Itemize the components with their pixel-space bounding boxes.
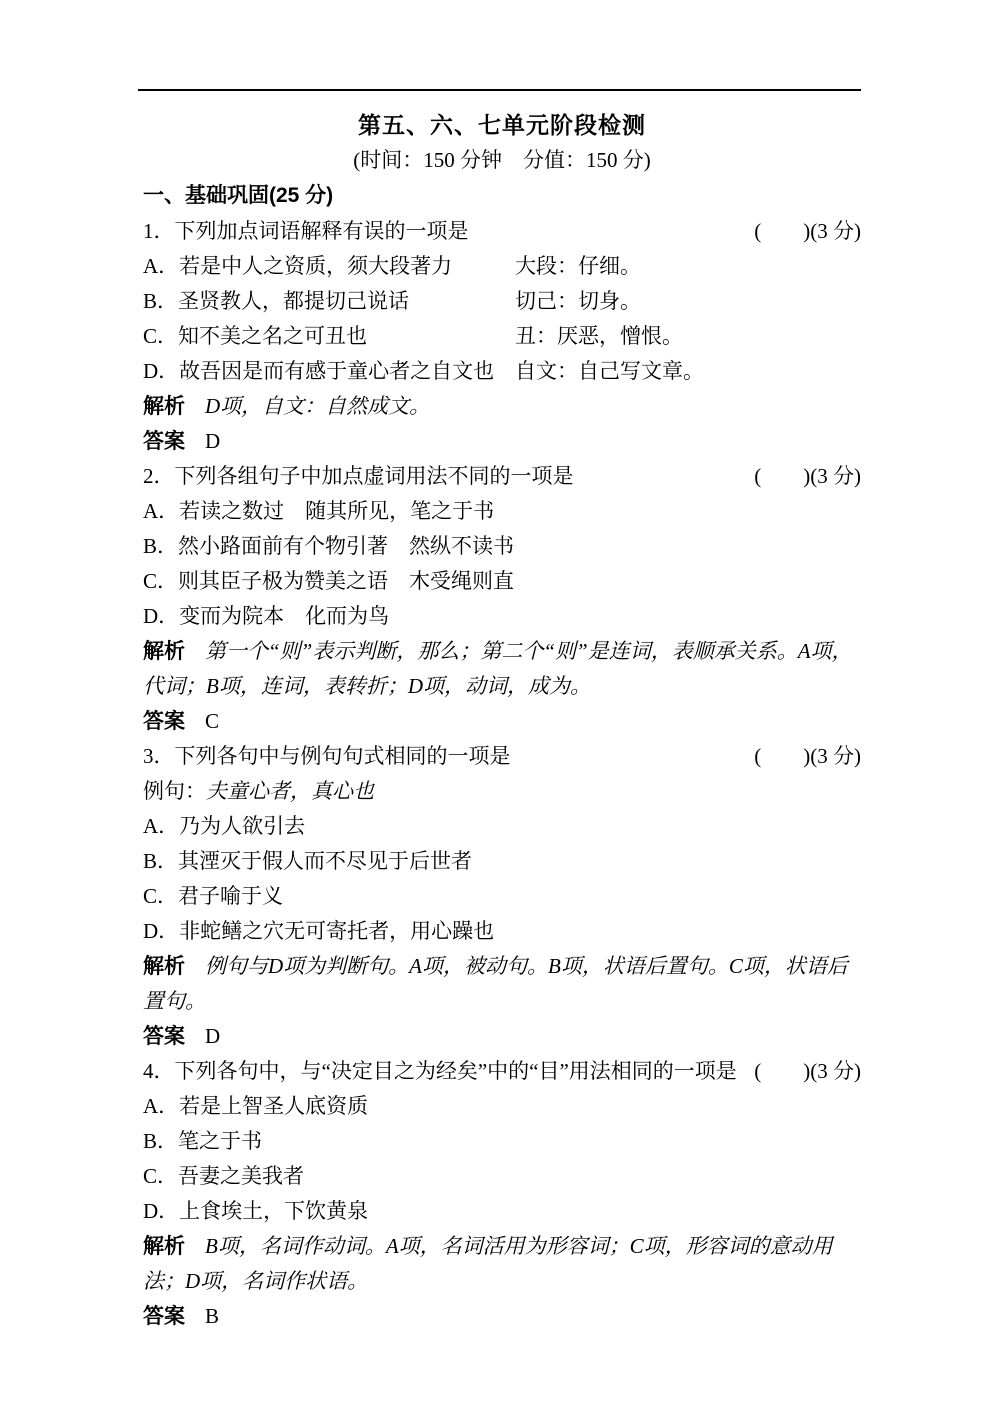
option-row-a [143,494,861,529]
option-text [143,249,515,284]
option-row-b [143,844,861,879]
question-stem-row [143,1054,861,1089]
analysis-label: 解析 [143,395,185,418]
option-gloss: 大段：仔细。 [515,254,641,278]
option-row-d [143,1194,861,1229]
question-stem [143,739,744,774]
analysis-label: 解析 [143,955,185,978]
option-body: 若是上智圣人底资质 [179,1094,369,1118]
option-label: B． [143,534,179,558]
option-label: D． [143,359,180,383]
option-row-a [143,809,861,844]
answer-label: 答案 [143,710,185,733]
option-row-c [143,879,861,914]
option-gloss: 自文：自己写文章。 [515,359,704,383]
analysis-row [143,389,861,424]
option-label: B． [143,849,179,873]
score-bracket: ( )(3 分) [754,744,861,768]
score-bracket: ( )(3 分) [754,1059,861,1083]
option-row-c [143,319,861,354]
option-row-c [143,564,861,599]
option-label: B． [143,289,179,313]
analysis-text: 例句与D项为判断句。A项，被动句。B项，状语后置句。C项，状语后置句。 [143,954,848,1013]
question-4 [143,1054,861,1334]
question-number: 1． [143,219,175,243]
header-rule [138,89,861,91]
example-row [143,774,861,809]
question-stem [143,214,744,249]
option-label: D． [143,919,180,943]
option-label: A． [143,814,180,838]
answer-value: D [205,1024,222,1048]
answer-value: B [205,1304,221,1328]
question-stem-text: 下列各组句子中加点虚词用法不同的一项是 [174,464,574,488]
question-stem-row [143,459,861,494]
question-3 [143,739,861,1054]
answer-label: 答案 [143,1025,185,1048]
question-stem-row [143,739,861,774]
analysis-text: B项，名词作动词。A项，名词活用为形容词；C项，形容词的意动用法；D项，名词作状语。 [143,1234,833,1293]
question-stem-text: 下列各句中，与“决定目之为经矣”中的“目”用法相同的一项是 [174,1059,737,1083]
option-body: 乃为人欲引去 [179,814,306,838]
answer-value: C [205,709,221,733]
analysis-row [143,634,861,704]
option-row-b [143,1124,861,1159]
option-row-d [143,914,861,949]
option-gloss: 切己：切身。 [515,289,641,313]
option-row-b [143,284,861,319]
option-body: 若读之数过 随其所见，笔之于书 [179,499,495,523]
option-body: 其湮灭于假人而不尽见于后世者 [178,849,473,873]
option-row-d [143,599,861,634]
question-1 [143,214,861,459]
answer-row [143,704,861,739]
answer-label: 答案 [143,1305,185,1328]
option-text [143,319,515,354]
option-label: A． [143,254,180,278]
question-number: 2． [143,464,175,488]
option-body: 上食埃土，下饮黄泉 [179,1199,369,1223]
option-row-c [143,1159,861,1194]
question-stem-row [143,214,861,249]
score-bracket: ( )(3 分) [754,219,861,243]
answer-label: 答案 [143,430,185,453]
answer-value: D [205,429,222,453]
option-body: 吾妻之美我者 [178,1164,305,1188]
option-body: 故吾因是而有感于童心者之自文也 [179,359,495,383]
question-stem-text: 下列加点词语解释有误的一项是 [174,219,469,243]
option-label: C． [143,884,179,908]
option-body: 则其臣子极为赞美之语 木受绳则直 [178,569,515,593]
score-bracket: ( )(3 分) [754,464,861,488]
option-body: 非蛇鳝之穴无可寄托者，用心躁也 [179,919,495,943]
option-label: B． [143,1129,179,1153]
question-2 [143,459,861,739]
analysis-label: 解析 [143,640,185,663]
analysis-row [143,1229,861,1299]
answer-row [143,1019,861,1054]
section-heading: 一、基础巩固(25 分) [143,184,334,207]
option-label: C． [143,569,179,593]
answer-row [143,424,861,459]
option-row-b [143,529,861,564]
option-row-a [143,1089,861,1124]
option-text [143,284,515,319]
option-body: 变而为院本 化而为鸟 [179,604,390,628]
option-body: 君子喻于义 [178,884,284,908]
question-number: 4． [143,1059,175,1083]
question-stem [143,459,744,494]
option-label: C． [143,1164,179,1188]
option-body: 知不美之名之可丑也 [178,324,368,348]
analysis-text: D项，自文：自然成文。 [205,394,431,418]
answer-row [143,1299,861,1334]
option-gloss: 丑：厌恶，憎恨。 [515,324,683,348]
option-body: 若是中人之资质，须大段著力 [179,254,453,278]
question-stem-text: 下列各句中与例句句式相同的一项是 [174,744,511,768]
option-row-a [143,249,861,284]
exam-info: (时间：150 分钟 分值：150 分) [353,148,651,172]
page-title: 第五、六、七单元阶段检测 [358,112,646,138]
analysis-label: 解析 [143,1235,185,1258]
option-label: C． [143,324,179,348]
example-label: 例句： [143,779,206,803]
option-body: 笔之于书 [178,1129,263,1153]
option-label: A． [143,1094,180,1118]
example-text: 夫童心者，真心也 [206,779,374,803]
option-body: 然小路面前有个物引著 然纵不读书 [178,534,515,558]
question-number: 3． [143,744,175,768]
option-text [143,354,515,389]
option-label: A． [143,499,180,523]
analysis-text: 第一个“则”表示判断，那么；第二个“则”是连词，表顺承关系。A项，代词；B项，连词，表转折；D项，动词，成为。 [143,639,853,698]
question-stem [143,1054,744,1089]
option-row-d [143,354,861,389]
analysis-row [143,949,861,1019]
option-label: D． [143,1199,180,1223]
option-body: 圣贤教人，都提切己说话 [178,289,410,313]
option-label: D． [143,604,180,628]
